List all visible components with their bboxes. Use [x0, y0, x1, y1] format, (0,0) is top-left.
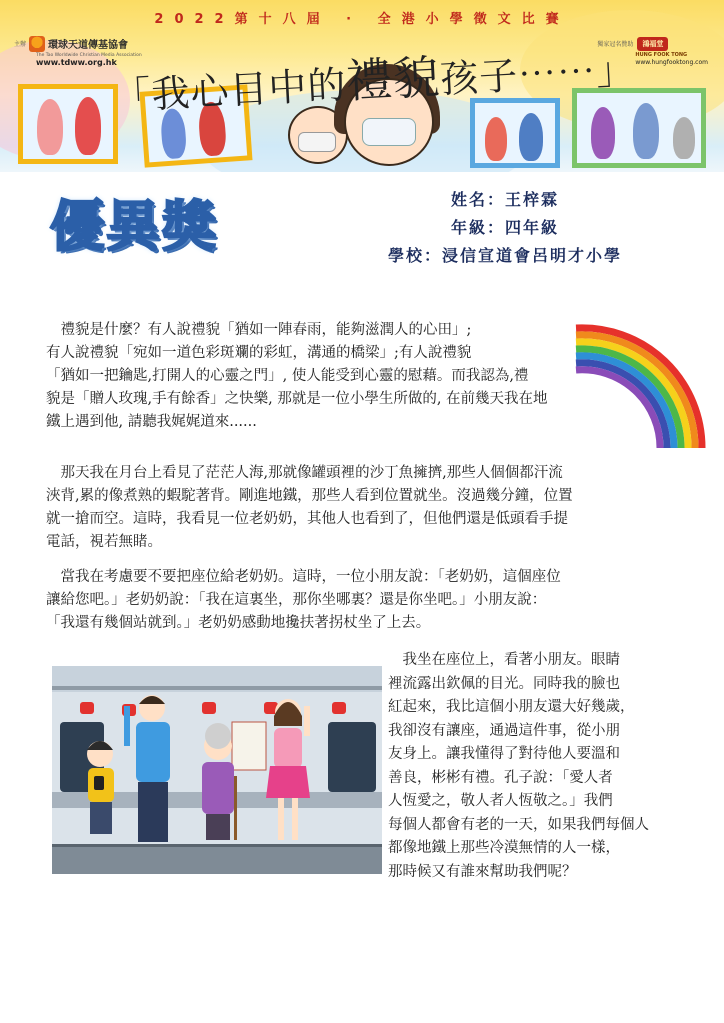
essay-line: 那時候又有誰來幫助我們呢？ [388, 863, 577, 880]
essay-line: 紅起來，我比這個小朋友還大好幾歲， [388, 699, 635, 715]
essay-line: 裡流露出欽佩的目光。同時我的臉也 [388, 675, 620, 692]
organizer-url: www.tdww.org.hk [36, 58, 117, 67]
essay-line: 「猶如一把鑰匙,打開人的心靈之門」, 使人能受到心靈的慰藉。而我認為,禮 [46, 368, 529, 384]
essay-line: 禮貌是什麼？有人說禮貌「猶如一陣春雨，能夠滋潤人的心田」; [46, 322, 472, 338]
theme-pre: 「我心目中的 [111, 62, 348, 119]
theme-highlight: 禮貌 [344, 49, 442, 109]
essay-paragraph-3 [46, 566, 682, 635]
sponsor-logo: 鴻福堂 [637, 37, 668, 51]
theme-post: 孩子⋯⋯」 [439, 47, 637, 102]
child-figure [591, 107, 615, 159]
student-grade: 年級：四年級 [450, 218, 559, 237]
sponsor-label: 獨家冠名贊助 [597, 41, 634, 48]
frame-illustration-far-right [572, 88, 706, 168]
face-mask-icon [298, 132, 336, 152]
essay-line: 善良，彬彬有禮。孔子說：「愛人者 [388, 769, 613, 786]
essay-paragraph-4 [388, 649, 684, 884]
child-figure [673, 117, 695, 159]
essay-line: 就一搶而空。這時，我看見一位老奶奶，其他人也看到了，但他們還是低頭看手提 [46, 511, 568, 527]
mtr-train-illustration [52, 666, 382, 874]
frame-illustration-right [470, 98, 560, 168]
essay-line: 讓給您吧。」老奶奶說：「我在這裏坐，那你坐哪裏？還是你坐吧。」小朋友說： [46, 592, 547, 608]
essay-line: 有人說禮貌「宛如一道色彩斑斕的彩虹，溝通的橋梁」;有人說禮貌 [46, 345, 472, 361]
sponsor-url: www.hungfooktong.com [635, 59, 708, 66]
essay-paragraph-1 [46, 319, 566, 434]
child-figure [485, 117, 507, 161]
organizer-name: 環球天道傳基協會 [48, 40, 129, 51]
essay-line: 友身上。讓我懂得了對待他人要溫和 [388, 746, 620, 762]
tdww-logo-icon [29, 36, 45, 52]
child-figure [75, 97, 101, 155]
essay-line: 電話，視若無睹。 [46, 534, 162, 550]
rainbow-illustration [572, 318, 706, 452]
organizer-label: 主辦 [14, 41, 27, 48]
student-school: 學校：浸信宣道會呂明才小學 [387, 246, 622, 265]
essay-line: 浹背,累的像煮熟的蝦駝著背。剛進地鐵，那些人看到位置就坐。沒過幾分鐘，位置 [46, 488, 573, 504]
essay-line: 我坐在座位上，看著小朋友。眼睛 [388, 652, 620, 668]
essay-line: 當我在考慮要不要把座位給老奶奶。這時，一位小朋友說：「老奶奶，這個座位 [46, 569, 561, 585]
competition-title: 2022第十八屆 · 全港小學徵文比賽 [154, 12, 570, 27]
essay-line: 鐵上遇到他, 請聽我娓娓道來...... [46, 414, 257, 430]
header-banner [0, 0, 724, 172]
essay-line: 「我還有幾個站就到。」老奶奶感動地攙扶著拐杖坐了上去。 [46, 615, 431, 631]
sponsor-english-name: HUNG FOOK TONG [635, 52, 688, 58]
essay-line: 貌是「贈人玫瑰,手有餘香」之快樂, 那就是一位小學生所做的, 在前幾天我在地 [46, 391, 548, 407]
student-info [340, 186, 670, 270]
face-mask-icon [362, 118, 416, 146]
essay-paragraph-2 [46, 462, 682, 554]
student-name: 姓名：王梓霖 [450, 190, 559, 209]
essay-line: 每個人都會有老的一天，如果我們每個人 [388, 816, 649, 833]
essay-line: 人恆愛之，敬人者人恆敬之。」我們 [388, 793, 613, 809]
essay-line: 都像地鐵上那些冷漠無情的人一樣， [388, 840, 620, 856]
organizer-english-name: The Tao Worldwide Christian Media Association [36, 53, 142, 58]
essay-line: 那天我在月台上看見了茫茫人海,那就像罐頭裡的沙丁魚擁擠,那些人個個都汗流 [46, 465, 563, 481]
frame-illustration-left [18, 84, 118, 164]
child-figure [37, 99, 63, 155]
child-figure [519, 113, 543, 161]
essay-line: 我卻沒有讓座，通過這件事，從小朋 [388, 722, 620, 739]
award-title: 優異獎 [50, 195, 218, 258]
child-figure [633, 103, 659, 159]
